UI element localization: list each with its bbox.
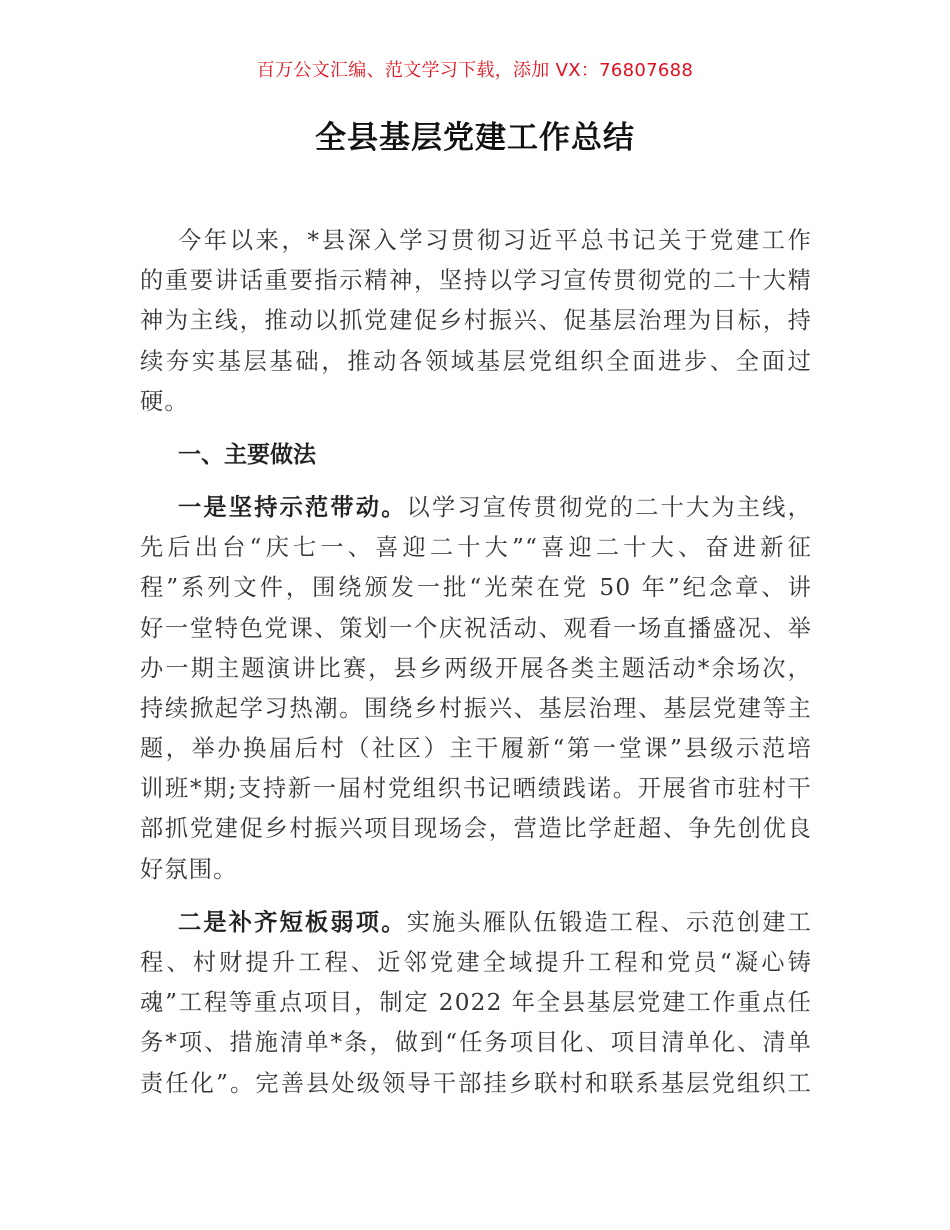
text-line: 程、村财提升工程、近邻党建全域提升工程和党员“凝心铸 xyxy=(140,949,812,976)
item-text: 以学习宣传贯彻党的二十大为主线， xyxy=(406,493,812,521)
text-line: 办一期主题演讲比赛，县乡两级开展各类主题活动*余场次， xyxy=(140,654,812,682)
item-lead: 二是补齐短板弱项。 xyxy=(178,908,407,936)
document-body xyxy=(140,221,812,1117)
intro-paragraph xyxy=(140,221,812,422)
document-title: 全县基层党建工作总结 xyxy=(315,120,635,156)
text-line: 好氛围。 xyxy=(140,855,238,883)
text-line: 题，举办换届后村（社区）主干履新“第一堂课”县级示范培 xyxy=(140,735,812,763)
text-line: 的重要讲话重要指示精神，坚持以学习宣传贯彻党的二十大精 xyxy=(140,267,812,295)
item-lead: 一是坚持示范带动。 xyxy=(178,493,407,521)
text-line: 好一堂特色党课、策划一个庆祝活动、观看一场直播盛况、举 xyxy=(140,614,812,642)
section-heading: 一、主要做法 xyxy=(178,441,316,468)
text-line: 部抓党建促乡村振兴项目现场会，营造比学赶超、争先创优良 xyxy=(140,815,812,843)
text-line: 持续掀起学习热潮。围绕乡村振兴、基层治理、基层党建等主 xyxy=(140,694,812,722)
watermark-banner: 百万公文汇编、范文学习下载，添加 VX：76807688 xyxy=(256,60,694,81)
item2-paragraph xyxy=(140,903,812,1104)
text-line xyxy=(140,488,812,528)
text-line: 务*项、措施清单*条，做到“任务项目化、项目清单化、清单 xyxy=(140,1029,812,1057)
text-line: 责任化”。完善县处级领导干部挂乡联村和联系基层党组织工 xyxy=(140,1069,812,1097)
item-text: 实施头雁队伍锻造工程、示范创建工 xyxy=(406,908,812,936)
text-line: 神为主线，推动以抓党建促乡村振兴、促基层治理为目标，持 xyxy=(140,307,812,335)
text-line: 今年以来，*县深入学习贯彻习近平总书记关于党建工作 xyxy=(178,227,812,254)
item1-paragraph xyxy=(140,488,812,890)
text-line: 硬。 xyxy=(140,387,189,415)
text-line: 续夯实基层基础，推动各领域基层党组织全面进步、全面过 xyxy=(140,347,812,375)
text-line xyxy=(140,903,812,943)
text-line: 魂”工程等重点项目，制定 2022 年全县基层党建工作重点任 xyxy=(140,989,812,1017)
text-line: 先后出台“庆七一、喜迎二十大”“喜迎二十大、奋进新征 xyxy=(140,534,812,562)
text-line: 程”系列文件，围绕颁发一批“光荣在党 50 年”纪念章、讲 xyxy=(140,574,812,602)
text-line: 训班*期;支持新一届村党组织书记晒绩践诺。开展省市驻村干 xyxy=(140,775,812,803)
